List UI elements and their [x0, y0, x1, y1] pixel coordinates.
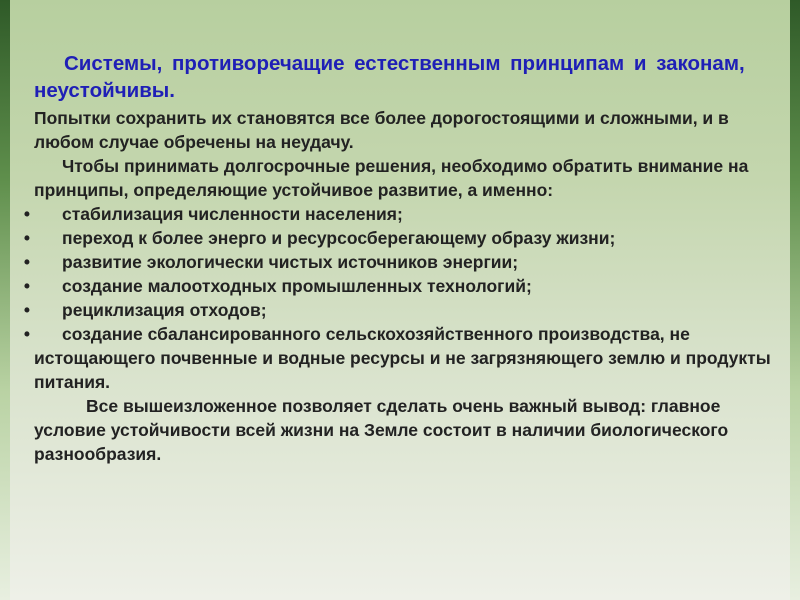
left-decorative-stripe — [0, 0, 10, 600]
list-item-text: развитие экологически чистых источников энергии; — [62, 252, 519, 272]
list-item — [23, 322, 774, 394]
list-item-text: переход к более энерго и ресурсосберегающему образу жизни; — [62, 228, 616, 248]
slide-content — [23, 50, 774, 466]
list-item — [23, 298, 774, 322]
bullet-icon: • — [23, 276, 31, 296]
slide-heading: Системы, противоречащие естественным принципам и законам, неустойчивы. — [34, 52, 745, 102]
list-item-text: стабилизация численности населения; — [62, 204, 403, 224]
list-item-text: создание малоотходных промышленных технологий; — [62, 276, 532, 296]
list-item-text: рециклизация отходов; — [62, 300, 267, 320]
principles-list — [23, 202, 774, 394]
paragraph-attempts: Попытки сохранить их становятся все более дорогостоящими и сложными, и в любом случае обречены на неудачу. — [34, 108, 729, 152]
list-item — [23, 202, 774, 226]
list-item-text: создание сбалансированного сельскохозяйственного производства, не истощающего почвенные и водные ресурсы и не загрязняющего землю и продукты питания. — [34, 324, 771, 392]
list-item — [23, 274, 774, 298]
right-decorative-stripe — [790, 0, 800, 600]
bullet-icon: • — [23, 324, 31, 344]
bullet-icon: • — [23, 228, 31, 248]
paragraph-conclusion: Все вышеизложенное позволяет сделать очень важный вывод: главное условие устойчивости всей жизни на Земле состоит в наличии биологического разнообразия. — [34, 396, 729, 464]
bullet-icon: • — [23, 204, 31, 224]
paragraph-principles-intro: Чтобы принимать долгосрочные решения, необходимо обратить внимание на принципы, определяющие устойчивое развитие, а именно: — [34, 156, 749, 200]
list-item — [23, 226, 774, 250]
list-item — [23, 250, 774, 274]
bullet-icon: • — [23, 252, 31, 272]
bullet-icon: • — [23, 300, 31, 320]
